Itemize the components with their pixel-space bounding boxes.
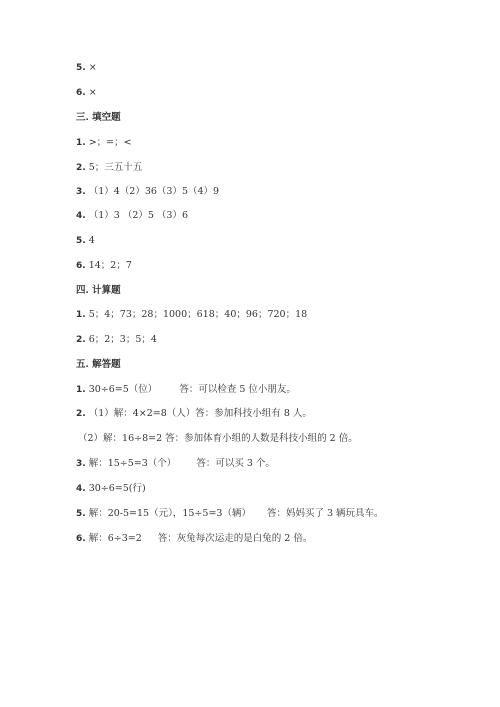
answer-item (76, 408, 312, 420)
item-text: （1）4（2）36（3）5（4）9 (85, 186, 220, 197)
answer-item (76, 87, 97, 99)
item-number: 6. (76, 261, 86, 271)
section-heading-fill-in: 三. 填空题 (76, 112, 121, 123)
item-answer-text: 答：妈妈买了 3 辆玩具车。 (266, 508, 384, 519)
answer-item (76, 533, 312, 545)
answer-item (76, 334, 157, 346)
item-text: 4 (85, 235, 95, 246)
item-answer-text: 答：可以买 3 个。 (196, 458, 275, 469)
item-number: 1. (76, 138, 86, 148)
answer-item (76, 309, 307, 321)
item-number: 5. (76, 509, 86, 519)
answer-item-continuation: （2）解：16÷8=2 答：参加体育小组的人数是科技小组的 2 倍。 (78, 433, 358, 444)
item-number: 2. (76, 409, 86, 419)
item-answer-text: 答：可以检查 5 位小朋友。 (179, 384, 296, 395)
item-number: 5. (76, 236, 86, 246)
item-text: （1）解：4×2=8（人）答：参加科技小组有 8 人。 (85, 408, 312, 419)
item-text: × (85, 87, 97, 98)
answer-item (76, 137, 132, 149)
item-number: 2. (76, 335, 86, 345)
item-text: × (85, 62, 97, 73)
answer-item (76, 483, 146, 495)
item-number: 3. (76, 187, 86, 197)
item-text: （1）3 （2）5 （3）6 (85, 210, 189, 221)
answer-item (76, 186, 219, 198)
section-heading-word-problems: 五. 解答题 (76, 359, 121, 370)
item-text: 解：15÷5=3（个） (85, 458, 177, 469)
item-number: 4. (76, 211, 86, 221)
item-number: 5. (76, 63, 86, 73)
section-heading-calculation: 四. 计算题 (76, 285, 121, 296)
answer-item (76, 235, 95, 247)
item-number: 4. (76, 484, 86, 494)
answer-item (76, 260, 132, 272)
item-number: 1. (76, 385, 86, 395)
item-text: 6；2；3；5；4 (85, 334, 157, 345)
item-number: 2. (76, 163, 86, 173)
answer-item (76, 162, 142, 174)
answer-item (76, 210, 188, 222)
item-number: 3. (76, 459, 86, 469)
item-text: 30÷6=5(行) (85, 483, 146, 494)
item-text: >；=；< (85, 137, 132, 148)
item-text: 解：20-5=15（元），15÷5=3（辆） (85, 508, 251, 519)
item-number: 6. (76, 88, 86, 98)
answer-item (76, 508, 384, 520)
item-text: 30÷6=5（位） (85, 384, 158, 395)
answer-item (76, 62, 97, 74)
item-text: 解：6÷3=2 (85, 533, 142, 544)
item-number: 6. (76, 534, 86, 544)
answer-item (76, 458, 275, 470)
item-number: 1. (76, 310, 86, 320)
item-answer-text: 答：灰兔每次运走的是白兔的 2 倍。 (157, 533, 313, 544)
item-text: 5；4；73；28；1000；618；40；96；720；18 (85, 309, 308, 320)
answer-item (76, 384, 296, 396)
item-text: 14；2；7 (85, 260, 132, 271)
item-text: 5；三五十五 (85, 162, 143, 173)
